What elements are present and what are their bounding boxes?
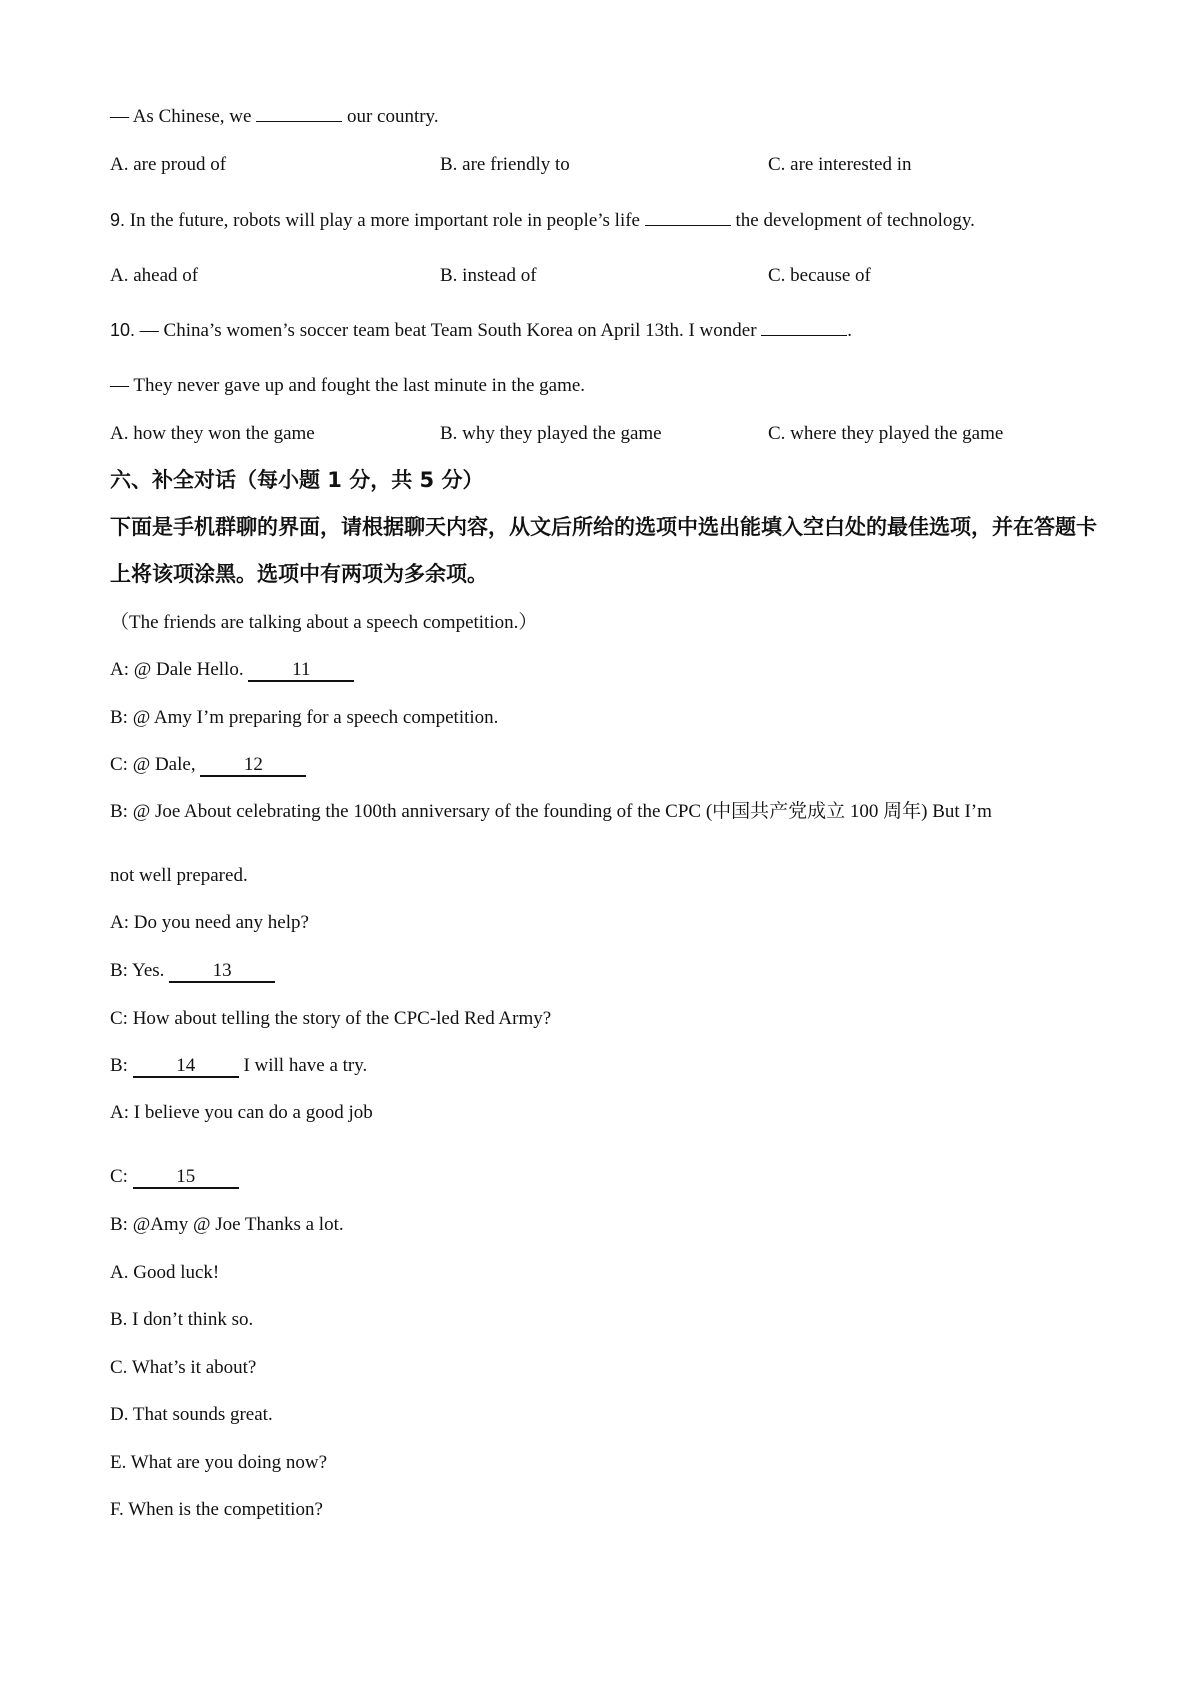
answer-blank: 15	[133, 1167, 239, 1189]
q9-option-b: B. instead of	[440, 265, 537, 286]
dialogue-line	[110, 658, 354, 682]
q10-line2: — They never gave up and fought the last minute in the game.	[110, 375, 586, 396]
q10-number: 10.	[110, 320, 136, 340]
dialogue-text: A: @ Dale Hello.	[110, 659, 244, 680]
section-title: 六、补全对话（每小题 1 分，共 5 分）	[110, 468, 484, 492]
q8-option-c: C. are interested in	[768, 154, 912, 175]
answer-blank: 14	[133, 1056, 239, 1078]
q9-blank	[645, 209, 731, 226]
dialogue-text: C:	[110, 1166, 128, 1187]
q9-number: 9.	[110, 210, 126, 230]
dialogue-line: A: I believe you can do a good job	[110, 1102, 373, 1123]
dialogue-text: I will have a try.	[243, 1055, 368, 1076]
dialogue-text: B: Yes.	[110, 960, 165, 981]
choice-a: A. Good luck!	[110, 1262, 220, 1283]
choice-d: D. That sounds great.	[110, 1404, 273, 1425]
dialogue-line	[110, 1165, 239, 1189]
q9-text-post: the development of technology.	[735, 210, 975, 231]
q10-text-post: .	[847, 320, 853, 341]
answer-blank: 11	[248, 660, 354, 682]
q9-option-c: C. because of	[768, 265, 871, 286]
dialogue-line: B: @ Amy I’m preparing for a speech competition.	[110, 707, 499, 728]
dialogue-line	[110, 959, 275, 983]
q8-option-a: A. are proud of	[110, 154, 227, 175]
dialogue-line: A: Do you need any help?	[110, 912, 309, 933]
dialogue-line	[110, 753, 306, 777]
dialogue-line: B: @ Joe About celebrating the 100th anniversary of the founding of the CPC (中国共产党成立 100 周年) But I’m	[110, 801, 992, 822]
q10-option-a: A. how they won the game	[110, 423, 315, 444]
choice-f: F. When is the competition?	[110, 1499, 323, 1520]
q9-option-a: A. ahead of	[110, 265, 199, 286]
dialogue-line	[110, 1054, 367, 1078]
q10-text-pre: — China’s women’s soccer team beat Team South Korea on April 13th. I wonder	[139, 320, 757, 341]
answer-blank: 12	[200, 755, 306, 777]
q8-text-pre: — As Chinese, we	[110, 106, 252, 127]
dialogue-text: C: @ Dale,	[110, 754, 196, 775]
q10-blank	[761, 319, 847, 336]
dialogue-line: B: @Amy @ Joe Thanks a lot.	[110, 1214, 344, 1235]
choice-b: B. I don’t think so.	[110, 1309, 254, 1330]
q9-text-pre: In the future, robots will play a more important role in people’s life	[129, 210, 640, 231]
q10-line	[110, 318, 852, 343]
choice-c: C. What’s it about?	[110, 1357, 257, 1378]
q10-option-b: B. why they played the game	[440, 423, 662, 444]
q9-line	[110, 208, 975, 233]
q10-option-c: C. where they played the game	[768, 423, 1004, 444]
q8-text-post: our country.	[346, 106, 439, 127]
q8-option-b: B. are friendly to	[440, 154, 570, 175]
dialogue-line: not well prepared.	[110, 865, 248, 886]
q8-line	[110, 105, 439, 129]
section-instruction: 下面是手机群聊的界面，请根据聊天内容，从文后所给的选项中选出能填入空白处的最佳选项，并在答题卡上将该项涂黑。选项中有两项为多余项。	[110, 515, 1097, 586]
answer-blank: 13	[169, 961, 275, 983]
dialogue-context: （The friends are talking about a speech competition.）	[110, 612, 538, 633]
dialogue-line: C: How about telling the story of the CPC-led Red Army?	[110, 1008, 552, 1029]
choice-e: E. What are you doing now?	[110, 1452, 328, 1473]
q8-blank	[256, 105, 342, 122]
dialogue-text: B:	[110, 1055, 128, 1076]
